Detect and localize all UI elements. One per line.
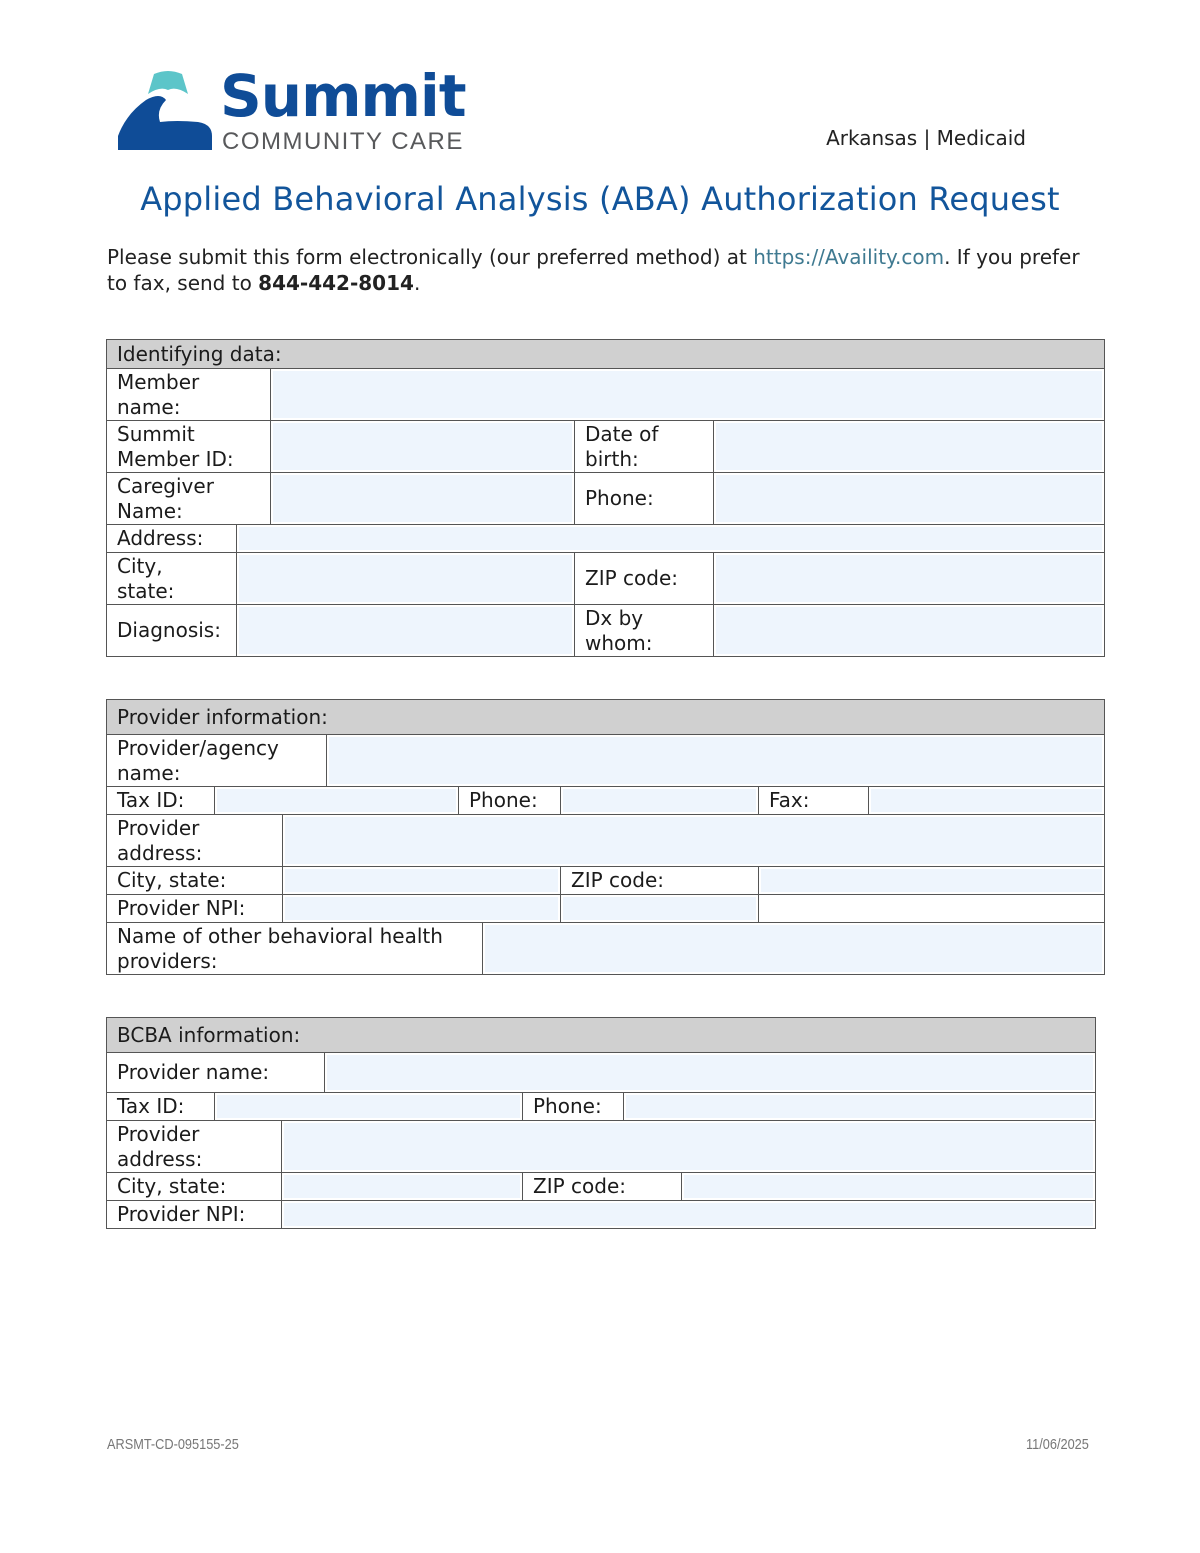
dx-by-label: Dx by whom: xyxy=(575,605,714,657)
provider-fax-field[interactable] xyxy=(869,787,1105,815)
bcba-npi-field[interactable] xyxy=(282,1201,1096,1229)
bcba-city-state-field[interactable] xyxy=(282,1173,523,1201)
bcba-address-field[interactable] xyxy=(282,1121,1096,1173)
provider-address-field[interactable] xyxy=(283,815,1105,867)
provider-npi-field[interactable] xyxy=(283,895,561,923)
other-bh-providers-field[interactable] xyxy=(483,923,1105,975)
identifying-header: Identifying data: xyxy=(107,340,1105,369)
bcba-header: BCBA information: xyxy=(107,1018,1096,1053)
provider-phone-field[interactable] xyxy=(561,787,759,815)
member-zip-label: ZIP code: xyxy=(575,553,714,605)
provider-city-state-field[interactable] xyxy=(283,867,561,895)
address-field[interactable] xyxy=(237,525,1105,553)
brand-name: Summit xyxy=(220,62,466,130)
identifying-data-table xyxy=(106,339,1105,657)
dob-label: Date of birth: xyxy=(575,421,714,473)
bcba-provider-name-label: Provider name: xyxy=(107,1053,325,1093)
document-date: 11/06/2025 xyxy=(1026,1436,1089,1453)
agency-name-label: Provider/agency name: xyxy=(107,735,327,787)
member-city-state-field[interactable] xyxy=(237,553,575,605)
page-title: Applied Behavioral Analysis (ABA) Authorization Request xyxy=(140,180,1060,218)
state-program: Arkansas | Medicaid xyxy=(826,126,1026,150)
provider-phone-label: Phone: xyxy=(459,787,561,815)
dob-field[interactable] xyxy=(714,421,1105,473)
bcba-info-table xyxy=(106,1017,1096,1229)
provider-header: Provider information: xyxy=(107,700,1105,735)
provider-info-table xyxy=(106,699,1105,975)
provider-address-label: Provider address: xyxy=(107,815,283,867)
caregiver-name-label: Caregiver Name: xyxy=(107,473,271,525)
diagnosis-label: Diagnosis: xyxy=(107,605,237,657)
member-name-label: Member name: xyxy=(107,369,271,421)
member-id-label: Summit Member ID: xyxy=(107,421,271,473)
provider-fax-label: Fax: xyxy=(759,787,869,815)
dx-by-field[interactable] xyxy=(714,605,1105,657)
address-label: Address: xyxy=(107,525,237,553)
bcba-zip-field[interactable] xyxy=(682,1173,1096,1201)
provider-city-state-label: City, state: xyxy=(107,867,283,895)
provider-zip-label: ZIP code: xyxy=(561,867,759,895)
provider-npi-label: Provider NPI: xyxy=(107,895,283,923)
bcba-phone-field[interactable] xyxy=(624,1093,1096,1121)
caregiver-name-field[interactable] xyxy=(271,473,575,525)
provider-tax-id-label: Tax ID: xyxy=(107,787,215,815)
bcba-address-label: Provider address: xyxy=(107,1121,282,1173)
member-zip-field[interactable] xyxy=(714,553,1105,605)
member-name-field[interactable] xyxy=(271,369,1105,421)
bcba-tax-id-field[interactable] xyxy=(215,1093,523,1121)
provider-npi-field-2[interactable] xyxy=(561,895,759,923)
provider-zip-field[interactable] xyxy=(759,867,1105,895)
intro-text xyxy=(107,244,1097,296)
intro-middle: . If you prefer to fax, send to xyxy=(107,245,1080,295)
bcba-zip-label: ZIP code: xyxy=(523,1173,682,1201)
diagnosis-field[interactable] xyxy=(237,605,575,657)
brand-subtitle: COMMUNITY CARE xyxy=(222,128,464,155)
member-id-field[interactable] xyxy=(271,421,575,473)
fax-number: 844-442-8014 xyxy=(258,271,414,295)
member-city-state-label: City, state: xyxy=(107,553,237,605)
bcba-provider-name-field[interactable] xyxy=(325,1053,1096,1093)
bcba-phone-label: Phone: xyxy=(523,1093,624,1121)
document-code: ARSMT-CD-095155-25 xyxy=(107,1436,239,1453)
intro-after: . xyxy=(413,271,421,295)
bcba-tax-id-label: Tax ID: xyxy=(107,1093,215,1121)
provider-tax-id-field[interactable] xyxy=(215,787,459,815)
caregiver-phone-label: Phone: xyxy=(575,473,714,525)
summit-logo xyxy=(116,62,496,160)
agency-name-field[interactable] xyxy=(327,735,1105,787)
caregiver-phone-field[interactable] xyxy=(714,473,1105,525)
mountain-logo-icon xyxy=(116,70,216,156)
bcba-city-state-label: City, state: xyxy=(107,1173,282,1201)
provider-npi-blank-cell xyxy=(759,895,1105,923)
bcba-npi-label: Provider NPI: xyxy=(107,1201,282,1229)
other-bh-providers-label: Name of other behavioral health providers: xyxy=(107,923,483,975)
availity-link[interactable]: https://Availity.com xyxy=(753,245,945,269)
intro-before: Please submit this form electronically (our preferred method) at xyxy=(107,245,754,269)
